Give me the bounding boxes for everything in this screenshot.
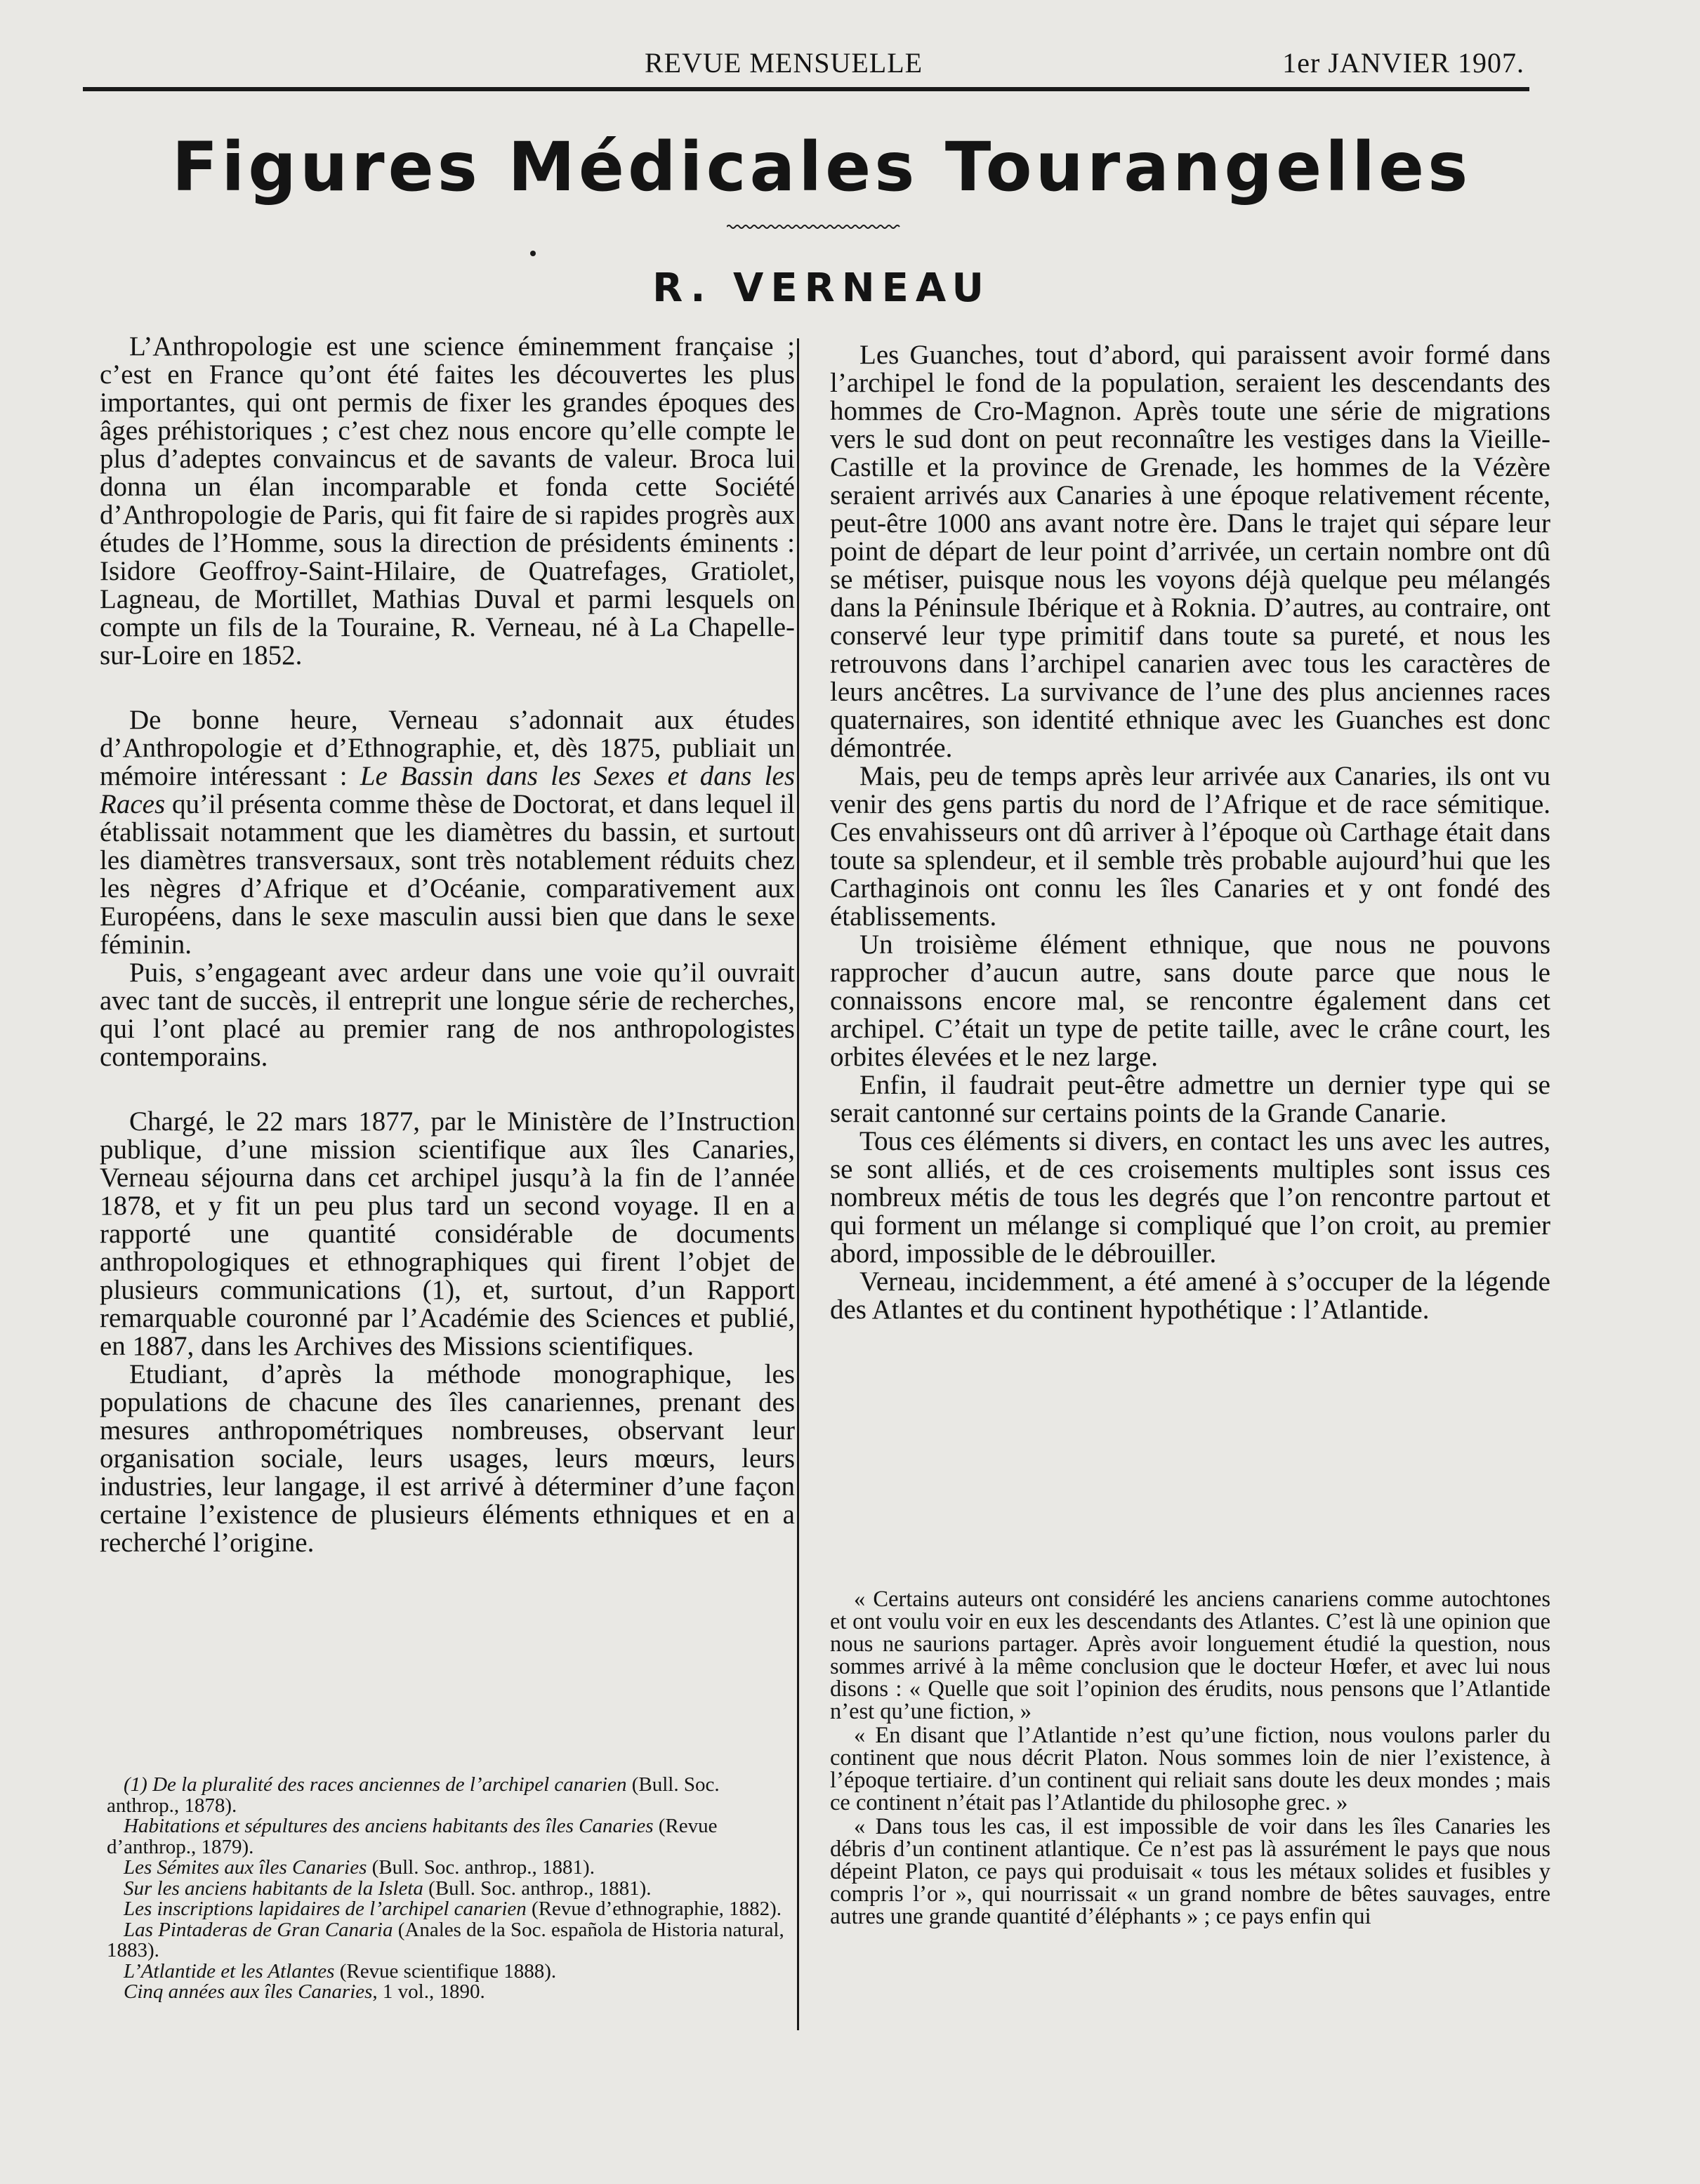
- footnote-source: , 1 vol., 1890.: [372, 1980, 485, 2003]
- footnote-title: Les Sémites aux îles Canaries: [124, 1856, 367, 1879]
- quote-paragraph: « Certains auteurs ont considéré les anciens canariens comme autochtones et ont voulu voir en eux les descendants des Atlantes. C’est là une opinion que nous ne saurions partager. Après avoir longuement étudié la question, nous sommes arrivé à la même conclusion que le docteur Hœfer, et avec lui nous disons : « Quelle que soit l’opinion des érudits, nous pensons que l’Atlantide n’est qu’une fiction, »: [830, 1587, 1550, 1724]
- ornament-dot: [530, 251, 536, 256]
- footnote-source: (Bull. Soc. anthrop., 1881).: [367, 1856, 595, 1879]
- right-column: [830, 341, 1550, 1324]
- header-rule: [83, 87, 1529, 91]
- quote-paragraph: « Dans tous les cas, il est impossible de voir dans les îles Canaries les débris d’un continent atlantique. Ce n’est pas là assurément le pays que nous dépeint Platon, ce pays qui produisait « tous les métaux solides et fusibles y compris l’or », qui nourrissait « un grand nombre de bêtes sauvages, entre autres une grande quantité d’éléphants » ; ce pays enfin qui: [830, 1814, 1550, 1929]
- paragraph: Un troisième élément ethnique, que nous ne pouvons rapprocher d’aucun autre, sans doute parce que nous le connaissons encore mal, se rencontre également dans cet archipel. C’était un type de petite taille, avec le crâne court, les orbites élevées et le nez large.: [830, 929, 1550, 1072]
- paragraph: L’Anthropologie est une science éminemment française ; c’est en France qu’ont été faites les découvertes les plus importantes, qui ont permis de fixer les grandes époques des âges préhistoriques ; c’est chez nous encore qu’elle compte le plus d’adeptes convaincus et de savants de valeur. Broca lui donna un élan incomparable et fonda cette Société d’Anthropologie de Paris, qui fit faire de si rapides progrès aux études de l’Homme, sous la direction de présidents éminents : Isidore Geoffroy-Saint-Hilaire, de Quatrefages, Gratiolet, Lagneau, de Mortillet, Mathias Duval et parmi lesquels on compte un fils de la Touraine, R. Verneau, né à La Chapelle-sur-Loire en 1852.: [100, 331, 795, 670]
- paragraph: Mais, peu de temps après leur arrivée aux Canaries, ils ont vu venir des gens partis du nord de l’Afrique et de race sémitique. Ces envahisseurs ont dû arriver à l’époque où Carthage était dans toute sa splendeur, et il semble très probable aujourd’hui que les Carthaginois ont connu les îles Canaries et y ont fondé des établissements.: [830, 761, 1550, 932]
- paragraph: Enfin, il faudrait peut-être admettre un dernier type qui se serait cantonné sur certains points de la Grande Canarie.: [830, 1070, 1550, 1128]
- paragraph-text: De bonne heure, Verneau s’adonnait aux études d’Anthropologie et d’Ethnographie, et, dès 1875, publiait un mémoire intéressant :: [100, 705, 795, 791]
- footnote-title: Las Pintaderas de Gran Canaria: [124, 1918, 393, 1941]
- footnote-source: (Bull. Soc. anthrop., 1881).: [423, 1877, 652, 1900]
- left-column: [100, 333, 795, 1557]
- footnote: [100, 1920, 795, 1961]
- paragraph: [100, 706, 795, 959]
- block-quote: [830, 1588, 1550, 1928]
- footnotes: [100, 1775, 795, 2003]
- article-author: R. VERNEAU: [652, 265, 991, 311]
- footnote-title: L’Atlantide et les Atlantes: [124, 1959, 335, 1983]
- paragraph: Tous ces éléments si divers, en contact les uns avec les autres, se sont alliés, et de ces croisements multiples sont issus ces nombreux métis de tous les degrés que l’on rencontre partout et qui forment un mélange si compliqué que l’on croit, au premier abord, impossible de le débrouiller.: [830, 1126, 1550, 1269]
- footnote: [100, 1775, 795, 1816]
- paragraph: Verneau, incidemment, a été amené à s’occuper de la légende des Atlantes et du continent hypothétique : l’Atlantide.: [830, 1266, 1550, 1325]
- footnote: [100, 1899, 795, 1920]
- article-title: Figures Médicales Tourangelles: [171, 128, 1472, 206]
- paragraph: Etudiant, d’après la méthode monographique, les populations de chacune des îles canariennes, prenant des mesures anthropométriques nombreuses, observant leur organisation sociale, leurs usages, leurs mœurs, leurs industries, leur langage, il est arrivé à déterminer d’une façon certaine l’existence de plusieurs éléments ethniques et en a recherché l’origine.: [100, 1359, 795, 1558]
- journal-name: REVUE MENSUELLE: [645, 47, 923, 79]
- running-header: [83, 41, 1524, 83]
- thesis-title: Le Bassin dans les Sexes et dans les Races: [100, 761, 795, 819]
- footnote-source: (Anales de la Soc. española de Historia natural, 1883).: [107, 1918, 784, 1961]
- footnote: [100, 1961, 795, 1983]
- paragraph-text: qu’il présenta comme thèse de Doctorat, et dans lequel il établissait notamment que les diamètres du bassin, et surtout les diamètres transversaux, sont très notablement réduits chez les nègres d’Afrique et d’Océanie, comparativement aux Européens, dans le sexe masculin aussi bien que dans le sexe féminin.: [100, 789, 795, 960]
- footnote-title: Les inscriptions lapidaires de l’archipel canarien: [124, 1898, 527, 1920]
- footnote: [100, 1982, 795, 2003]
- footnote-source: (Revue scientifique 1888).: [334, 1959, 557, 1983]
- footnote-title: Cinq années aux îles Canaries: [124, 1980, 373, 2003]
- paragraph: Puis, s’engageant avec ardeur dans une voie qu’il ouvrait avec tant de succès, il entreprit une longue série de recherches, qui l’ont placé au premier rang de nos anthropologistes contemporains.: [100, 958, 795, 1072]
- paragraph: Chargé, le 22 mars 1877, par le Ministère de l’Instruction publique, d’une mission scientifique aux îles Canaries, Verneau séjourna dans cet archipel jusqu’à la fin de l’année 1878, et y fit un peu plus tard un second voyage. Il en a rapporté une quantité considérable de documents anthropologiques et ethnographiques qui firent l’objet de plusieurs communications (1), et, surtout, d’un Rapport remarquable couronné par l’Académie des Sciences et publié, en 1887, dans les Archives des Missions scientifiques.: [100, 1106, 795, 1361]
- footnote: [100, 1879, 795, 1900]
- issue-date: 1er JANVIER 1907.: [1282, 47, 1524, 79]
- paragraph: Les Guanches, tout d’abord, qui paraissent avoir formé dans l’archipel le fond de la population, seraient les descendants des hommes de Cro-Magnon. Après toute une série de migrations vers le sud dont on peut reconnaître les vestiges dans la Vieille-Castille et la province de Grenade, les hommes de la Vézère seraient arrivés aux Canaries à une époque relativement récente, peut-être 1000 ans avant notre ère. Dans le trajet qui sépare leur point de départ de leur point d’arrivée, un certain nombre ont dû se métiser, puisque nous les voyons déjà quelque peu mélangés dans la Péninsule Ibérique et à Roknia. D’autres, au contraire, ont conservé leur type primitif dans toute sa pureté, et nous les retrouvons dans l’archipel canarien avec tous les caractères de leurs ancêtres. La survivance de l’une des plus anciennes races quaternaires, son identité ethnique avec les Guanches est donc démontrée.: [830, 340, 1550, 763]
- footnote: [100, 1816, 795, 1858]
- column-divider: [797, 338, 799, 2030]
- footnote-source: (Revue d’ethnographie, 1882).: [526, 1898, 782, 1920]
- footnote-title: (1) De la pluralité des races anciennes de l’archipel canarien: [124, 1773, 627, 1796]
- footnote-title: Habitations et sépultures des anciens habitants des îles Canaries: [124, 1815, 654, 1837]
- quote-paragraph: « En disant que l’Atlantide n’est qu’une fiction, nous voulons parler du continent que nous décrit Platon. Nous sommes loin de nier l’existence, à l’époque tertiaire. d’un continent qui reliait sans doute les deux mondes ; mais ce continent n’était pas l’Atlantide du philosophe grec. »: [830, 1723, 1550, 1815]
- footnote-source: (Revue d’anthrop., 1879).: [107, 1815, 718, 1858]
- footnote: [100, 1858, 795, 1879]
- footnote-title: Sur les anciens habitants de la Isleta: [124, 1877, 423, 1900]
- wavy-ornament: [727, 223, 901, 230]
- footnote-source: (Bull. Soc. anthrop., 1878).: [107, 1773, 720, 1817]
